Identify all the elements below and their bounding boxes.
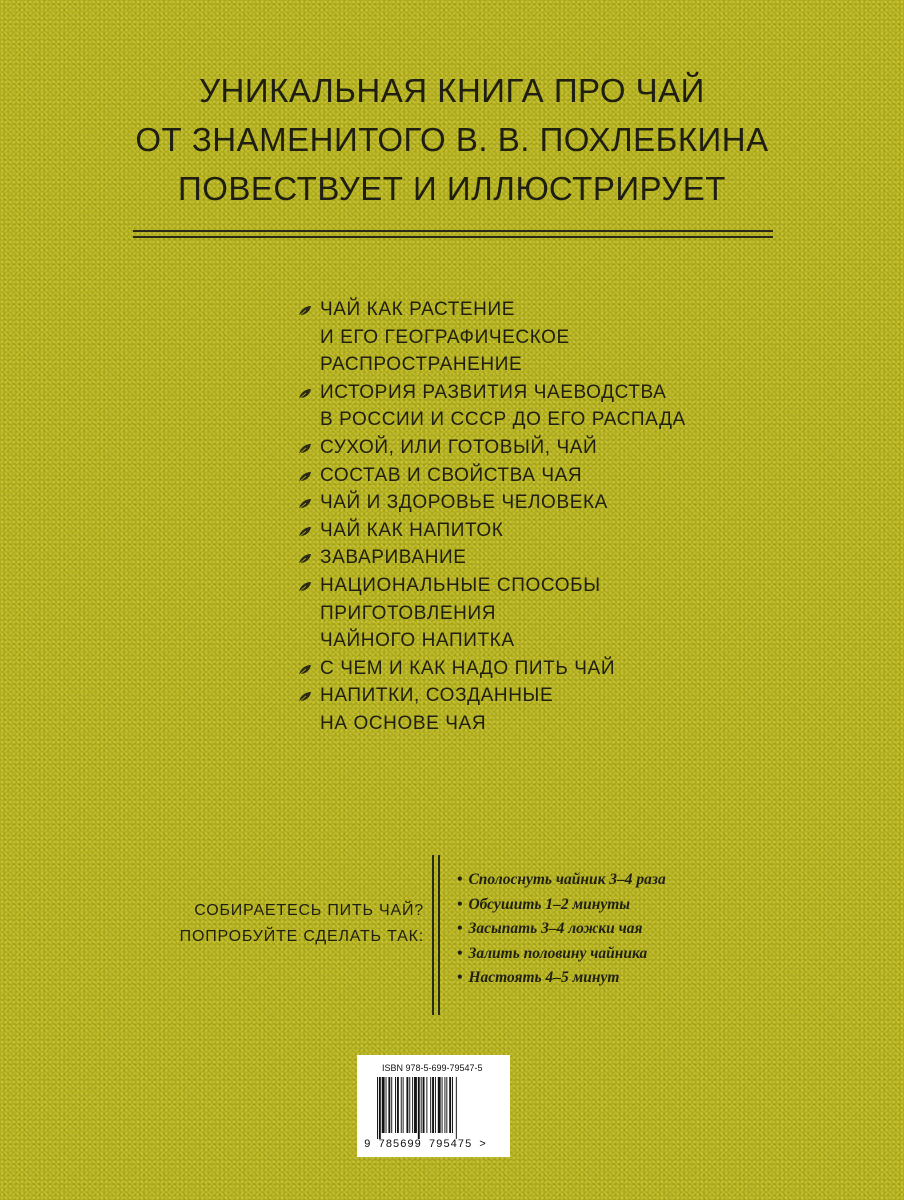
- headline: [0, 66, 904, 213]
- tip-item: [457, 868, 666, 893]
- feature-list: [296, 296, 856, 738]
- feature-line: ЧАЙ КАК РАСТЕНИЕ: [320, 299, 516, 320]
- feature-item: [296, 489, 856, 517]
- feature-line: ЧАЙ И ЗДОРОВЬЕ ЧЕЛОВЕКА: [320, 492, 608, 514]
- feature-item: [296, 572, 856, 655]
- barcode-digits: 9 785699 795475 >: [364, 1139, 487, 1151]
- feature-line: СОСТАВ И СВОЙСТВА ЧАЯ: [320, 464, 583, 486]
- leaf-icon: [298, 443, 312, 455]
- vertical-rule-left: [432, 855, 434, 1015]
- bullet-icon: •: [457, 920, 463, 937]
- leaf-icon: [298, 471, 312, 483]
- feature-line: С ЧЕМ И КАК НАДО ПИТЬ ЧАЙ: [320, 657, 616, 679]
- bullet-icon: •: [457, 969, 463, 986]
- divider-rule-bottom: [133, 236, 773, 238]
- feature-item: [296, 462, 856, 490]
- vertical-rule-right: [438, 855, 440, 1015]
- tip-question-line-1: СОБИРАЕТЕСЬ ПИТЬ ЧАЙ?: [194, 902, 424, 919]
- tip-item: [457, 942, 666, 967]
- leaf-icon: [298, 498, 312, 510]
- tip-text: Засыпать 3–4 ложки чая: [468, 920, 643, 937]
- feature-line: И ЕГО ГЕОГРАФИЧЕСКОЕ: [320, 326, 570, 348]
- headline-line-2: ОТ ЗНАМЕНИТОГО В. В. ПОХЛЕБКИНА: [135, 121, 769, 158]
- barcode-label: [357, 1055, 510, 1157]
- leaf-icon: [298, 553, 312, 565]
- headline-line-3: ПОВЕСТВУЕТ И ИЛЛЮСТРИРУЕТ: [178, 170, 726, 207]
- leaf-icon: [298, 691, 312, 703]
- feature-item: [296, 655, 856, 683]
- feature-item: [296, 544, 856, 572]
- bullet-icon: •: [457, 895, 463, 913]
- tip-text: Сполоснуть чайник 3–4 раза: [468, 871, 666, 888]
- leaf-icon: [298, 526, 312, 538]
- tip-text: Обсушить 1–2 минуты: [468, 895, 631, 913]
- feature-line: НАПИТКИ, СОЗДАННЫЕ: [320, 685, 554, 707]
- bullet-icon: •: [457, 871, 463, 888]
- leaf-icon: [298, 664, 312, 676]
- feature-line: ЧАЙНОГО НАПИТКА: [320, 630, 515, 652]
- feature-line: В РОССИИ И СССР ДО ЕГО РАСПАДА: [320, 409, 686, 431]
- feature-item: [296, 379, 856, 434]
- feature-line: ПРИГОТОВЛЕНИЯ: [320, 602, 497, 624]
- feature-line: ИСТОРИЯ РАЗВИТИЯ ЧАЕВОДСТВА: [320, 381, 667, 403]
- tip-text: Залить половину чайника: [468, 944, 648, 962]
- bullet-icon: •: [457, 944, 463, 962]
- tips-list: [457, 868, 666, 991]
- feature-line: РАСПРОСТРАНЕНИЕ: [320, 354, 523, 376]
- divider-rule-top: [133, 230, 773, 232]
- leaf-icon: [298, 581, 312, 593]
- feature-item: [296, 296, 856, 379]
- feature-item: [296, 517, 856, 545]
- barcode-bars: [377, 1077, 491, 1139]
- tip-text: Настоять 4–5 минут: [468, 969, 620, 986]
- tip-item: [457, 966, 666, 991]
- headline-line-1: УНИКАЛЬНАЯ КНИГА ПРО ЧАЙ: [199, 72, 705, 109]
- feature-item: [296, 682, 856, 737]
- leaf-icon: [298, 305, 312, 317]
- tip-question-line-2: ПОПРОБУЙТЕ СДЕЛАТЬ ТАК:: [179, 928, 424, 945]
- tip-item: [457, 893, 666, 918]
- tip-item: [457, 917, 666, 942]
- tip-question: [100, 898, 424, 950]
- feature-line: ЗАВАРИВАНИЕ: [320, 547, 467, 569]
- leaf-icon: [298, 388, 312, 400]
- feature-line: ЧАЙ КАК НАПИТОК: [320, 519, 504, 541]
- feature-line: НА ОСНОВЕ ЧАЯ: [320, 712, 487, 734]
- feature-line: НАЦИОНАЛЬНЫЕ СПОСОБЫ: [320, 574, 601, 596]
- feature-item: [296, 434, 856, 462]
- isbn-text: ISBN 978-5-699-79547-5: [382, 1063, 483, 1073]
- feature-line: СУХОЙ, ИЛИ ГОТОВЫЙ, ЧАЙ: [320, 436, 598, 458]
